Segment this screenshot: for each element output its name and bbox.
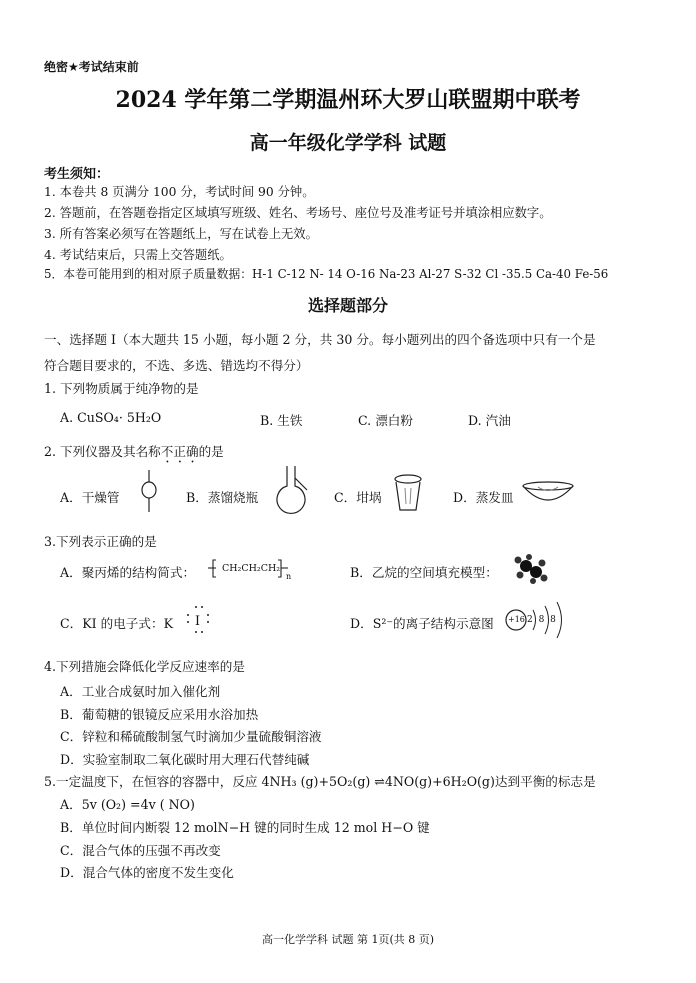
- iodide-symbol: I: [195, 613, 200, 628]
- question-2-stem-pre: 2. 下列仪器及其名称: [44, 444, 161, 459]
- question-5-stem: 5.一定温度下，在恒容的容器中，反应 4NH₃ (g)+5O₂(g) ⇌4NO(g)+6H₂O(g)达到平衡的标志是: [44, 774, 596, 789]
- question-2-option-b: B．蒸馏烧瓶: [186, 490, 259, 505]
- polymer-degree: n: [286, 572, 292, 581]
- question-1-option-d: D. 汽油: [468, 413, 511, 428]
- question-4-stem: 4.下列措施会降低化学反应速率的是: [44, 659, 245, 674]
- drying-tube-icon: [138, 470, 160, 512]
- question-3-option-d: D．S²⁻的离子结构示意图: [350, 616, 494, 631]
- question-2-option-d: D．蒸发皿: [453, 490, 514, 505]
- question-2-stem-post: 的是: [198, 444, 224, 459]
- question-2-emphasis: 不正确: [160, 444, 199, 459]
- question-4-option-a: A．工业合成氨时加入催化剂: [60, 684, 221, 699]
- notice-item: 2. 答题前，在答题卷指定区域填写班级、姓名、考场号、座位号及准考证号并填涂相应数字。: [44, 206, 552, 220]
- question-2-stem: [44, 441, 224, 466]
- notice-title: 考生须知：: [44, 167, 110, 182]
- evaporating-dish-icon: [522, 480, 574, 504]
- ethane-model-icon: [514, 555, 548, 583]
- notice-item: 1. 本卷共 8 页满分 100 分，考试时间 90 分钟。: [44, 185, 315, 199]
- question-4-option-b: B．葡萄糖的银镜反应采用水浴加热: [60, 707, 259, 722]
- exam-title: 2024 学年第二学期温州环大罗山联盟期中联考: [115, 87, 581, 113]
- question-5-option-b: B．单位时间内断裂 12 molN−H 键的同时生成 12 mol H−O 键: [60, 820, 430, 835]
- notice-item: 3. 所有答案必须写在答题纸上，写在试卷上无效。: [44, 227, 318, 241]
- distillation-flask-icon: [274, 466, 308, 522]
- question-1-option-b: B. 生铁: [260, 413, 303, 428]
- section-intro-line-1: 一、选择题 I（本大题共 15 小题，每小题 2 分，共 30 分。每小题列出的四个备选项中只有一个是: [44, 332, 596, 347]
- question-3-option-c: C．KI 的电子式：K: [60, 616, 173, 631]
- notice-item: 4. 考试结束后，只需上交答题纸。: [44, 248, 232, 262]
- question-5-option-a: A．5v (O₂) =4v ( NO): [60, 797, 195, 812]
- polymer-formula: CH₂CH₂CH₂: [222, 563, 281, 574]
- question-1-option-a: A. CuSO₄· 5H₂O: [60, 410, 162, 425]
- section-intro-line-2: 符合题目要求的，不选、多选、错选均不得分）: [44, 358, 309, 373]
- question-2-option-c: C．坩埚: [334, 490, 382, 505]
- ion-shell-electrons: 2 8 8: [527, 615, 556, 625]
- crucible-icon: [393, 474, 423, 514]
- section-title: 选择题部分: [307, 296, 388, 315]
- question-2-option-a: A．干燥管: [60, 490, 120, 505]
- ion-nucleus-charge: +16: [508, 615, 525, 624]
- notice-item: 5．本卷可能用到的相对原子质量数据：H-1 C-12 N- 14 O-16 Na-23 Al-27 S-32 Cl -35.5 Ca-40 Fe-56: [44, 267, 609, 281]
- question-3-stem: 3.下列表示正确的是: [44, 534, 157, 549]
- question-4-option-d: D．实验室制取二氧化碳时用大理石代替纯碱: [60, 752, 310, 767]
- confidential-label: 绝密★考试结束前: [44, 60, 139, 74]
- exam-subtitle: 高一年级化学学科 试题: [249, 132, 447, 154]
- page-footer: 高一化学学科 试题 第 1页(共 8 页): [261, 933, 435, 946]
- question-1-stem: 1. 下列物质属于纯净物的是: [44, 381, 199, 396]
- question-4-option-c: C．锌粒和稀硫酸制氢气时滴加少量硫酸铜溶液: [60, 729, 322, 744]
- question-5-option-d: D．混合气体的密度不发生变化: [60, 865, 234, 880]
- question-3-option-b: B．乙烷的空间填充模型：: [350, 565, 498, 580]
- question-5-option-c: C．混合气体的压强不再改变: [60, 843, 221, 858]
- question-3-option-a: A．聚丙烯的结构简式：: [60, 565, 196, 580]
- question-1-option-c: C. 漂白粉: [358, 413, 413, 428]
